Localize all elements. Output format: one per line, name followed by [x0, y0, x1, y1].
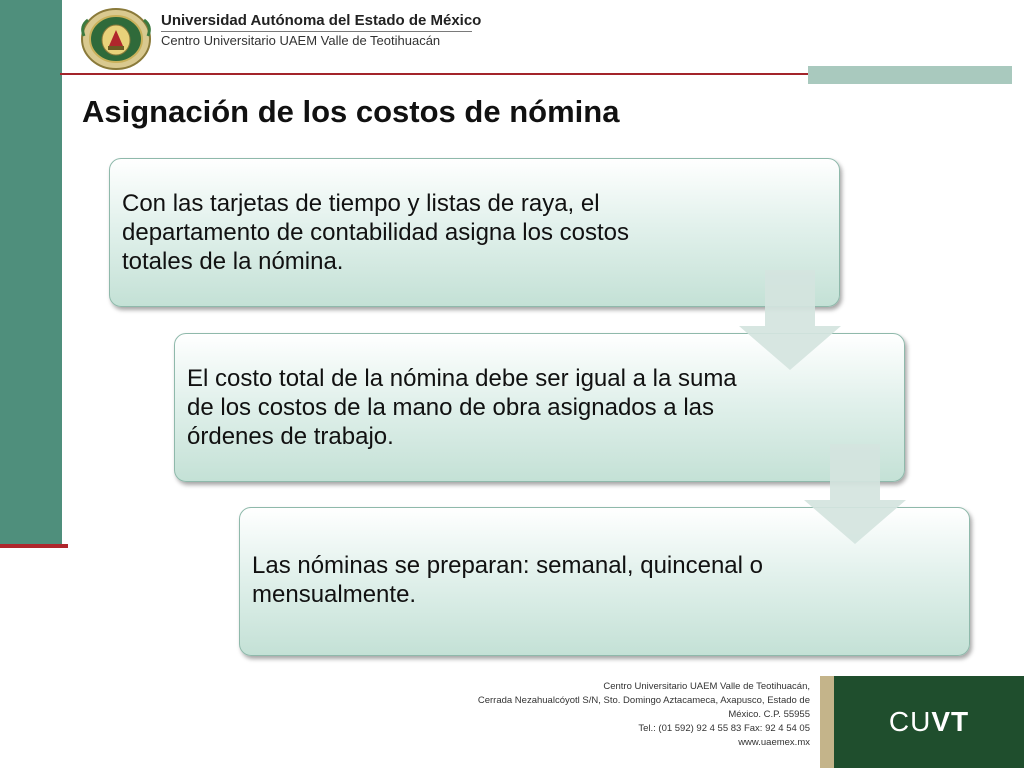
footer-address: [430, 680, 810, 750]
footer-line: México. C.P. 55955: [728, 709, 810, 720]
university-name: Universidad Autónoma del Estado de México: [161, 12, 482, 29]
step-text-3: Las nóminas se preparan: semanal, quincenal o mensualmente.: [252, 552, 763, 608]
slide-title: Asignación de los costos de nómina: [82, 94, 620, 129]
down-arrow-icon: [804, 444, 906, 544]
step-text-2: El costo total de la nómina debe ser igual a la suma de los costos de la mano de obra asignados a las órdenes de trabajo.: [187, 365, 737, 450]
footer-line: Centro Universitario UAEM Valle de Teotihuacán,: [603, 681, 810, 692]
footer-line: Tel.: (01 592) 92 4 55 83 Fax: 92 4 54 05: [638, 723, 810, 734]
down-arrow-icon: [739, 270, 841, 370]
university-seal-icon: [78, 6, 154, 72]
left-accent-bar: [0, 0, 62, 545]
footer-line: www.uaemex.mx: [738, 737, 810, 748]
logo-text-bold: VT: [931, 706, 970, 737]
footer-gold-stripe: [820, 676, 834, 768]
left-accent-red-line: [0, 544, 68, 548]
logo-text-light: CU: [888, 706, 932, 737]
footer-line: Cerrada Nezahualcóyotl S/N, Sto. Domingo Aztacameca, Axapusco, Estado de: [477, 695, 810, 706]
header-green-block: [808, 66, 1012, 84]
step-text-1: Con las tarjetas de tiempo y listas de raya, el departamento de contabilidad asigna los costos totales de la nómina.: [122, 190, 629, 275]
header-divider: [161, 31, 472, 32]
cuvt-logo: [834, 676, 1024, 768]
center-name: Centro Universitario UAEM Valle de Teotihuacán: [161, 33, 441, 48]
